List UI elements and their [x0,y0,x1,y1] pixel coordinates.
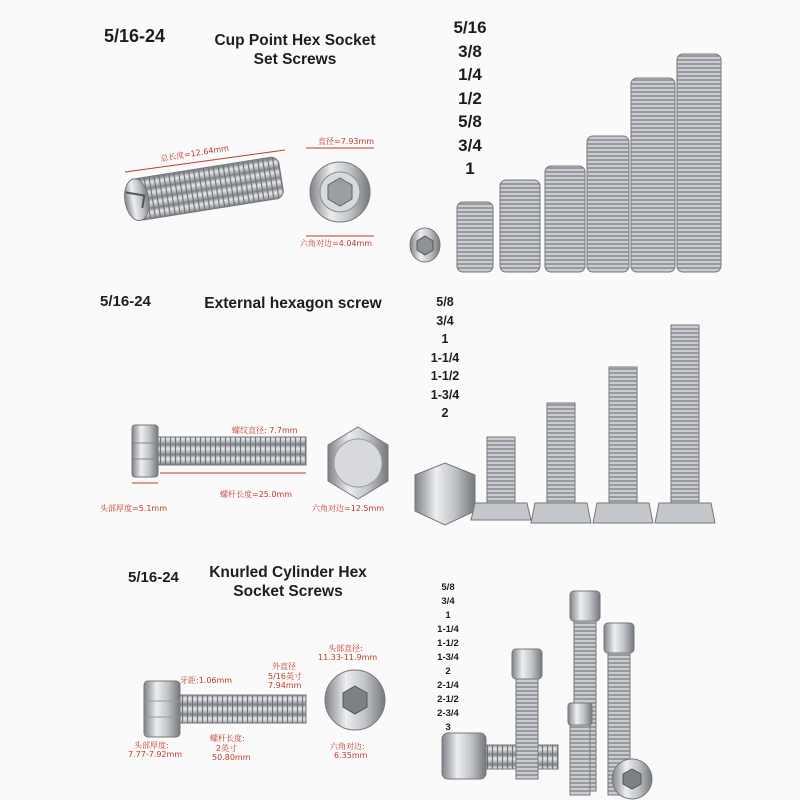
product-title-line2: Set Screws [253,51,337,68]
hex-dimension: 六角对边: [330,742,365,751]
size-item: 5/8 [441,582,455,593]
head-height-value: 7.77-7.92mm [128,750,183,759]
set-screw-side-illustration [115,150,295,240]
spec-label: 5/16-24 [100,293,151,310]
outer-diameter-value: 5/16英寸 [268,672,302,681]
size-item: 1 [445,610,451,621]
product-title-line1: Knurled Cylinder Hex [209,564,367,581]
cup-point-set-screws-section [0,0,800,285]
set-screw-end-illustration [300,140,380,240]
socket-cap-screw-lineup-photo [440,585,660,800]
head-diameter-value: 11.33-11.9mm [318,653,378,662]
hex-bolt-lineup-photo [405,315,725,530]
socket-head-end-illustration [320,665,390,735]
size-item: 2 [441,406,449,420]
size-item: 3/4 [458,135,482,155]
size-item: 3/4 [441,596,455,607]
knurled-cylinder-socket-screws-section [0,555,800,800]
size-item: 1-3/4 [437,652,459,663]
size-item: 1-1/2 [430,369,460,383]
size-item: 5/8 [436,295,454,309]
outer-diameter-mm: 7.94mm [268,681,302,690]
size-item: 1-3/4 [430,387,460,402]
product-title [198,563,378,601]
size-item: 3/8 [458,41,482,61]
external-hexagon-screw-section [0,285,800,555]
hex-dimension: 六角对边=12.5mm [312,504,385,513]
size-item: 1 [465,159,475,178]
shank-length-value: 2英寸 [216,744,238,753]
size-item: 1-1/4 [437,624,459,635]
thread-diameter-dimension: 螺纹直径: 7.7mm [232,426,298,435]
length-dimension: 总长度=12.64mm [159,143,230,164]
size-item: 1-1/4 [430,350,460,365]
pitch-dimension: 牙距:1.06mm [180,676,233,685]
shank-length-mm: 50.80mm [212,753,251,762]
size-item: 2-1/2 [437,694,459,705]
size-item: 5/8 [458,112,482,131]
size-item: 1-1/2 [437,638,459,649]
product-title: External hexagon screw [204,295,382,312]
diameter-dimension: 直径=7.93mm [318,137,375,146]
product-title-line2: Socket Screws [233,583,343,600]
size-item: 2-3/4 [437,708,459,719]
size-item: 2-1/4 [437,680,459,691]
hex-value: 6.35mm [334,751,368,760]
shank-length-dimension: 螺杆长度=25.0mm [220,490,293,499]
head-thickness-dimension: 头部厚度=5.1mm [100,504,168,513]
hex-dimension: 六角对边=4.04mm [300,239,373,248]
size-item: 5/16 [453,18,487,37]
product-title [195,31,395,69]
size-item: 1/4 [458,65,482,84]
shank-length-dimension: 螺杆长度: [210,734,245,743]
head-height-dimension: 头部厚度: [134,741,169,750]
product-title-line1: Cup Point Hex Socket [214,32,376,49]
hex-head-end-illustration [318,423,398,503]
size-item: 1 [441,332,449,346]
size-item: 2 [445,666,451,677]
spec-label: 5/16-24 [104,26,166,46]
outer-diameter-dimension: 外直径 [272,662,296,671]
head-diameter-dimension: 头部直径: [328,644,363,653]
size-item: 1/2 [458,88,482,108]
set-screw-lineup-photo [405,50,725,280]
size-item: 3/4 [436,313,454,328]
size-item: 3 [445,722,451,733]
spec-label: 5/16-24 [128,569,179,586]
